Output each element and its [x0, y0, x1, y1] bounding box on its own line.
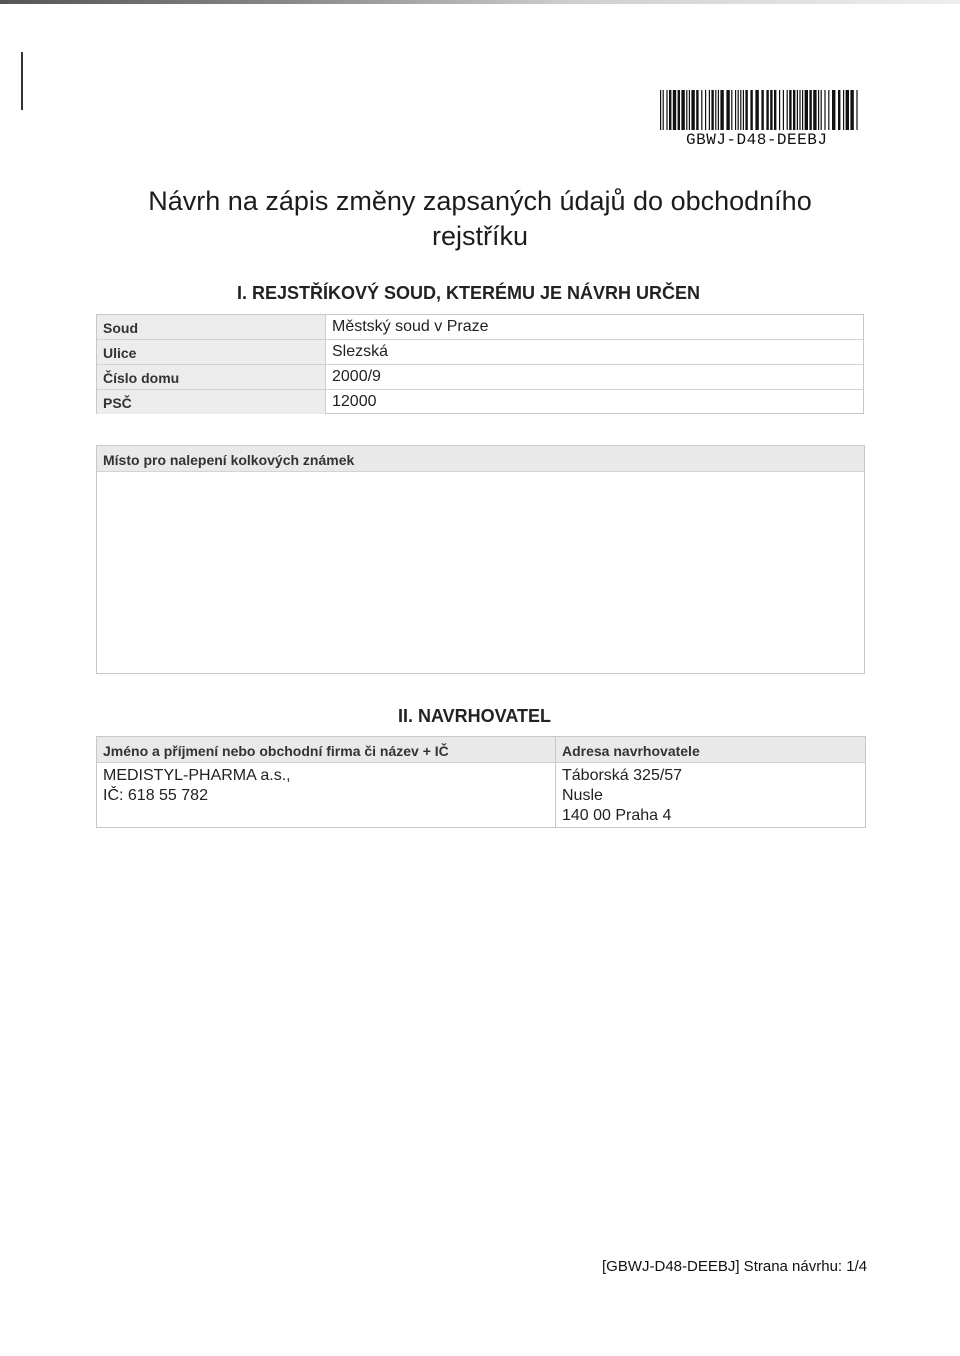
address-line: Nusle [562, 787, 603, 804]
court-row-cislo-domu [97, 365, 863, 390]
barcode-bar [669, 90, 671, 130]
barcode-bar [673, 90, 676, 130]
court-label: Soud [97, 315, 326, 339]
barcode-bar [783, 90, 784, 130]
applicant-address-column [556, 737, 865, 827]
barcode-bar [809, 90, 811, 130]
barcode-bar [793, 90, 795, 130]
document-title-line-2: rejstříku [431, 221, 529, 251]
barcode-bar [686, 90, 687, 130]
applicant-name-header: Jméno a příjmení nebo obchodní firma či název + IČ [97, 737, 555, 763]
document-title [100, 184, 860, 254]
barcode-bar [678, 90, 680, 130]
barcode-bar [774, 90, 776, 130]
barcode-bar [761, 90, 763, 130]
barcode-bar [718, 90, 719, 130]
court-table [96, 314, 864, 414]
barcode-bar [824, 90, 825, 130]
barcode-bar [660, 90, 661, 130]
court-value: Slezská [332, 343, 389, 360]
barcode-bar [755, 90, 758, 130]
address-line: 140 00 Praha 4 [562, 807, 672, 824]
court-value: Městský soud v Praze [332, 318, 489, 335]
barcode-bar [797, 90, 798, 130]
barcode-image [660, 90, 862, 130]
court-value: 12000 [332, 393, 377, 410]
scan-edge-artifact [0, 0, 960, 4]
barcode-bar [705, 90, 706, 130]
barcode-bar [720, 90, 723, 130]
applicant-address-header: Adresa navrhovatele [556, 737, 865, 763]
address-line: Táborská 325/57 [562, 767, 683, 784]
barcode-bar [691, 90, 694, 130]
court-label: Ulice [97, 340, 326, 364]
stamp-area-label: Místo pro nalepení kolkových známek [97, 446, 864, 472]
stamp-area [96, 445, 865, 674]
barcode-bar [832, 90, 835, 130]
page-footer: [GBWJ-D48-DEEBJ] Strana návrhu: 1/4 [602, 1258, 868, 1275]
court-row-ulice [97, 340, 863, 365]
barcode-bar [789, 90, 791, 130]
applicant-id-line: IČ: 618 55 782 [103, 787, 208, 804]
barcode-bar [743, 90, 744, 130]
barcode-bar [843, 90, 844, 130]
barcode-bar [787, 90, 788, 130]
barcode-bar [766, 90, 768, 130]
barcode-bar [850, 90, 853, 130]
applicant-name-column [97, 737, 556, 827]
barcode-bar [735, 90, 736, 130]
barcode-bar [715, 90, 716, 130]
barcode-bar [666, 90, 667, 130]
barcode-bar [821, 90, 822, 130]
barcode-bar [818, 90, 819, 130]
court-label: PSČ [97, 390, 326, 414]
court-row-psc [97, 390, 863, 415]
barcode-bar [828, 90, 829, 130]
barcode-bar [709, 90, 710, 130]
scan-mark-artifact [21, 52, 23, 110]
barcode-bar [846, 90, 849, 130]
barcode-bar [701, 90, 702, 130]
barcode-bar [696, 90, 698, 130]
barcode-bar [838, 90, 840, 130]
barcode-bar [802, 90, 803, 130]
barcode-bar [779, 90, 780, 130]
barcode-bar [738, 90, 739, 130]
barcode-bar [805, 90, 808, 130]
barcode-bar [799, 90, 800, 130]
section-2-title: II. NAVRHOVATEL [398, 706, 551, 726]
barcode-bar [663, 90, 664, 130]
court-value: 2000/9 [332, 368, 381, 385]
barcode-bar [726, 90, 729, 130]
section-1-title: I. REJSTŘÍKOVÝ SOUD, KTERÉMU JE NÁVRH URČEN [237, 283, 701, 303]
barcode-bar [740, 90, 741, 130]
barcode-code: GBWJ-D48-DEEBJ [686, 131, 828, 149]
court-label: Číslo domu [97, 365, 326, 389]
barcode-bar [770, 90, 772, 130]
barcode-bar [750, 90, 752, 130]
barcode-bar [856, 90, 857, 130]
applicant-name-line: MEDISTYL-PHARMA a.s., [103, 767, 291, 784]
barcode-bar [681, 90, 684, 130]
applicant-table [96, 736, 866, 828]
barcode-bar [731, 90, 732, 130]
barcode-bar [813, 90, 816, 130]
barcode-bar [689, 90, 690, 130]
document-title-line-1: Návrh na zápis změny zapsaných údajů do obchodního [148, 186, 812, 216]
barcode-bar [745, 90, 747, 130]
court-row-soud [97, 315, 863, 340]
barcode-bar [711, 90, 713, 130]
